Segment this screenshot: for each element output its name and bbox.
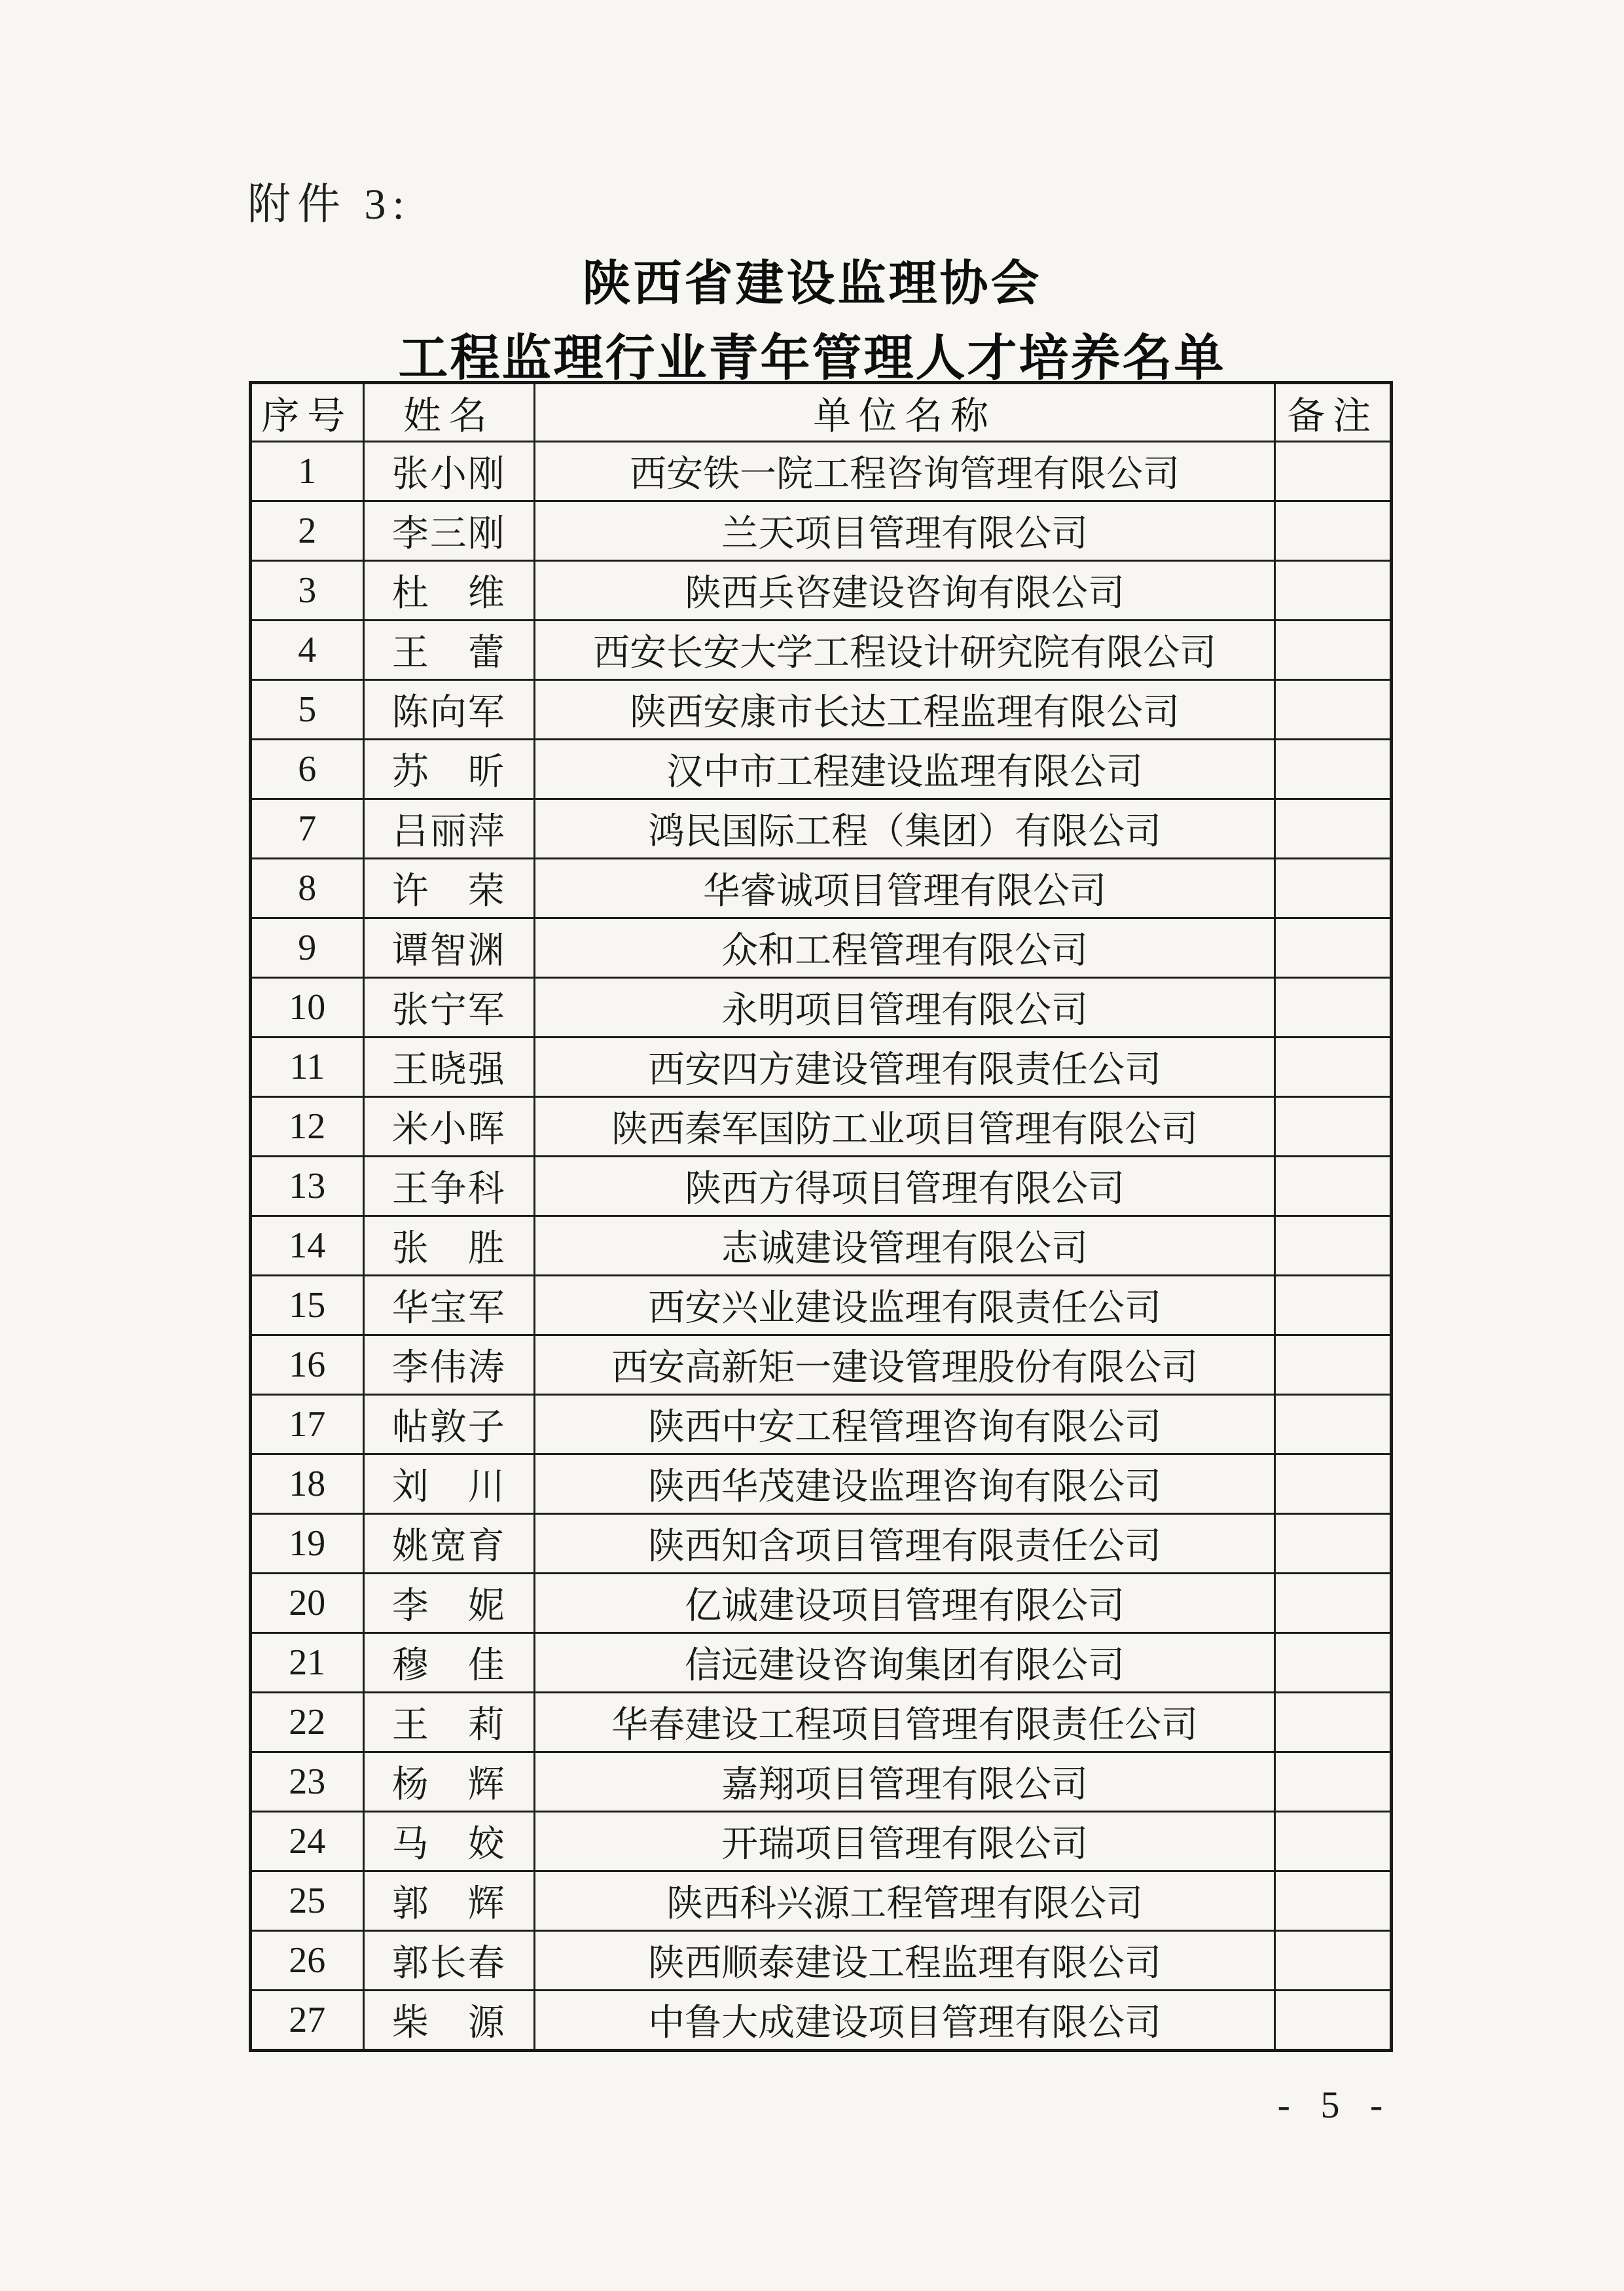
cell-no: 8 bbox=[251, 859, 364, 918]
cell-no: 6 bbox=[251, 740, 364, 799]
cell-note bbox=[1275, 1335, 1392, 1395]
cell-note bbox=[1275, 1454, 1392, 1514]
cell-no: 16 bbox=[251, 1335, 364, 1395]
cell-name: 张小刚 bbox=[363, 442, 534, 501]
cell-note bbox=[1275, 1752, 1392, 1812]
roster-table-body bbox=[251, 442, 1392, 2051]
cell-name: 米小晖 bbox=[363, 1097, 534, 1157]
cell-no: 15 bbox=[251, 1276, 364, 1335]
cell-name: 许 荣 bbox=[363, 859, 534, 918]
cell-no: 27 bbox=[251, 1991, 364, 2051]
cell-note bbox=[1275, 1037, 1392, 1097]
cell-no: 7 bbox=[251, 799, 364, 859]
header-row bbox=[251, 383, 1392, 442]
cell-company: 开瑞项目管理有限公司 bbox=[534, 1812, 1274, 1871]
cell-no: 14 bbox=[251, 1216, 364, 1276]
cell-company: 中鲁大成建设项目管理有限公司 bbox=[534, 1991, 1274, 2051]
cell-name: 王 莉 bbox=[363, 1693, 534, 1752]
cell-name: 张 胜 bbox=[363, 1216, 534, 1276]
document-title-line1: 陕西省建设监理协会 bbox=[582, 256, 1042, 310]
cell-name: 李伟涛 bbox=[363, 1335, 534, 1395]
cell-note bbox=[1275, 1931, 1392, 1991]
cell-note bbox=[1275, 1574, 1392, 1633]
cell-no: 3 bbox=[251, 561, 364, 621]
table-row bbox=[251, 1931, 1392, 1991]
cell-company: 西安兴业建设监理有限责任公司 bbox=[534, 1276, 1274, 1335]
cell-company: 志诚建设管理有限公司 bbox=[534, 1216, 1274, 1276]
cell-name: 王争科 bbox=[363, 1157, 534, 1216]
cell-company: 亿诚建设项目管理有限公司 bbox=[534, 1574, 1274, 1633]
cell-note bbox=[1275, 561, 1392, 621]
cell-company: 众和工程管理有限公司 bbox=[534, 918, 1274, 978]
cell-company: 陕西方得项目管理有限公司 bbox=[534, 1157, 1274, 1216]
cell-company: 西安四方建设管理有限责任公司 bbox=[534, 1037, 1274, 1097]
table-row bbox=[251, 1991, 1392, 2051]
cell-name: 张宁军 bbox=[363, 978, 534, 1037]
column-header-no: 序号 bbox=[251, 383, 364, 442]
table-row bbox=[251, 442, 1392, 501]
cell-name: 帖敦子 bbox=[363, 1395, 534, 1454]
cell-name: 华宝军 bbox=[363, 1276, 534, 1335]
table-row bbox=[251, 1574, 1392, 1633]
cell-name: 谭智渊 bbox=[363, 918, 534, 978]
cell-note bbox=[1275, 1157, 1392, 1216]
cell-note bbox=[1275, 918, 1392, 978]
cell-name: 马 姣 bbox=[363, 1812, 534, 1871]
cell-name: 杨 辉 bbox=[363, 1752, 534, 1812]
cell-company: 鸿民国际工程（集团）有限公司 bbox=[534, 799, 1274, 859]
cell-name: 王晓强 bbox=[363, 1037, 534, 1097]
table-row bbox=[251, 1871, 1392, 1931]
cell-name: 吕丽萍 bbox=[363, 799, 534, 859]
cell-note bbox=[1275, 442, 1392, 501]
cell-company: 嘉翔项目管理有限公司 bbox=[534, 1752, 1274, 1812]
cell-company: 西安高新矩一建设管理股份有限公司 bbox=[534, 1335, 1274, 1395]
cell-note bbox=[1275, 1693, 1392, 1752]
cell-no: 11 bbox=[251, 1037, 364, 1097]
table-row bbox=[251, 1812, 1392, 1871]
cell-no: 23 bbox=[251, 1752, 364, 1812]
cell-company: 陕西科兴源工程管理有限公司 bbox=[534, 1871, 1274, 1931]
cell-note bbox=[1275, 1395, 1392, 1454]
table-row bbox=[251, 1216, 1392, 1276]
cell-no: 17 bbox=[251, 1395, 364, 1454]
cell-name: 刘 川 bbox=[363, 1454, 534, 1514]
cell-note bbox=[1275, 1991, 1392, 2051]
cell-name: 郭长春 bbox=[363, 1931, 534, 1991]
cell-note bbox=[1275, 740, 1392, 799]
cell-no: 5 bbox=[251, 680, 364, 740]
cell-note bbox=[1275, 859, 1392, 918]
cell-company: 陕西兵咨建设咨询有限公司 bbox=[534, 561, 1274, 621]
roster-table bbox=[249, 381, 1393, 2052]
table-row bbox=[251, 1633, 1392, 1693]
cell-name: 陈向军 bbox=[363, 680, 534, 740]
cell-no: 12 bbox=[251, 1097, 364, 1157]
table-row bbox=[251, 1157, 1392, 1216]
column-header-note: 备注 bbox=[1275, 383, 1392, 442]
table-row bbox=[251, 680, 1392, 740]
cell-company: 陕西华茂建设监理咨询有限公司 bbox=[534, 1454, 1274, 1514]
cell-company: 陕西中安工程管理咨询有限公司 bbox=[534, 1395, 1274, 1454]
cell-no: 22 bbox=[251, 1693, 364, 1752]
cell-company: 汉中市工程建设监理有限公司 bbox=[534, 740, 1274, 799]
cell-note bbox=[1275, 501, 1392, 561]
cell-name: 李三刚 bbox=[363, 501, 534, 561]
cell-no: 25 bbox=[251, 1871, 364, 1931]
column-header-company: 单位名称 bbox=[534, 383, 1274, 442]
table-row bbox=[251, 1097, 1392, 1157]
table-row bbox=[251, 1276, 1392, 1335]
cell-note bbox=[1275, 799, 1392, 859]
table-row bbox=[251, 501, 1392, 561]
cell-no: 18 bbox=[251, 1454, 364, 1514]
cell-note bbox=[1275, 1276, 1392, 1335]
cell-note bbox=[1275, 1097, 1392, 1157]
cell-company: 西安长安大学工程设计研究院有限公司 bbox=[534, 621, 1274, 680]
cell-no: 4 bbox=[251, 621, 364, 680]
table-row bbox=[251, 621, 1392, 680]
cell-name: 姚宽育 bbox=[363, 1514, 534, 1574]
cell-note bbox=[1275, 1633, 1392, 1693]
cell-company: 华春建设工程项目管理有限责任公司 bbox=[534, 1693, 1274, 1752]
table-row bbox=[251, 1037, 1392, 1097]
cell-note bbox=[1275, 1514, 1392, 1574]
cell-company: 陕西安康市长达工程监理有限公司 bbox=[534, 680, 1274, 740]
cell-company: 陕西知含项目管理有限责任公司 bbox=[534, 1514, 1274, 1574]
cell-note bbox=[1275, 680, 1392, 740]
cell-no: 21 bbox=[251, 1633, 364, 1693]
table-row bbox=[251, 1454, 1392, 1514]
page-number: - 5 - bbox=[1277, 2084, 1394, 2126]
cell-name: 穆 佳 bbox=[363, 1633, 534, 1693]
cell-note bbox=[1275, 621, 1392, 680]
cell-note bbox=[1275, 1871, 1392, 1931]
document-title-line2: 工程监理行业青年管理人才培养名单 bbox=[398, 331, 1226, 386]
table-row bbox=[251, 1752, 1392, 1812]
cell-company: 华睿诚项目管理有限公司 bbox=[534, 859, 1274, 918]
table-row bbox=[251, 1514, 1392, 1574]
column-header-name: 姓名 bbox=[363, 383, 534, 442]
cell-no: 2 bbox=[251, 501, 364, 561]
cell-no: 24 bbox=[251, 1812, 364, 1871]
cell-name: 杜 维 bbox=[363, 561, 534, 621]
cell-name: 柴 源 bbox=[363, 1991, 534, 2051]
cell-no: 13 bbox=[251, 1157, 364, 1216]
cell-no: 19 bbox=[251, 1514, 364, 1574]
cell-name: 李 妮 bbox=[363, 1574, 534, 1633]
cell-note bbox=[1275, 1216, 1392, 1276]
cell-name: 郭 辉 bbox=[363, 1871, 534, 1931]
cell-company: 陕西秦军国防工业项目管理有限公司 bbox=[534, 1097, 1274, 1157]
table-row bbox=[251, 740, 1392, 799]
cell-note bbox=[1275, 978, 1392, 1037]
cell-company: 陕西顺泰建设工程监理有限公司 bbox=[534, 1931, 1274, 1991]
cell-company: 兰天项目管理有限公司 bbox=[534, 501, 1274, 561]
cell-name: 王 蕾 bbox=[363, 621, 534, 680]
cell-no: 9 bbox=[251, 918, 364, 978]
cell-company: 信远建设咨询集团有限公司 bbox=[534, 1633, 1274, 1693]
table-row bbox=[251, 799, 1392, 859]
cell-no: 1 bbox=[251, 442, 364, 501]
table-row bbox=[251, 561, 1392, 621]
attachment-label: 附件 3: bbox=[247, 181, 411, 228]
table-row bbox=[251, 1395, 1392, 1454]
table-row bbox=[251, 918, 1392, 978]
cell-no: 26 bbox=[251, 1931, 364, 1991]
cell-no: 10 bbox=[251, 978, 364, 1037]
table-row bbox=[251, 978, 1392, 1037]
cell-company: 西安铁一院工程咨询管理有限公司 bbox=[534, 442, 1274, 501]
table-row bbox=[251, 1693, 1392, 1752]
roster-table-header bbox=[251, 383, 1392, 442]
cell-company: 永明项目管理有限公司 bbox=[534, 978, 1274, 1037]
cell-name: 苏 昕 bbox=[363, 740, 534, 799]
table-row bbox=[251, 1335, 1392, 1395]
table-row bbox=[251, 859, 1392, 918]
cell-no: 20 bbox=[251, 1574, 364, 1633]
cell-note bbox=[1275, 1812, 1392, 1871]
